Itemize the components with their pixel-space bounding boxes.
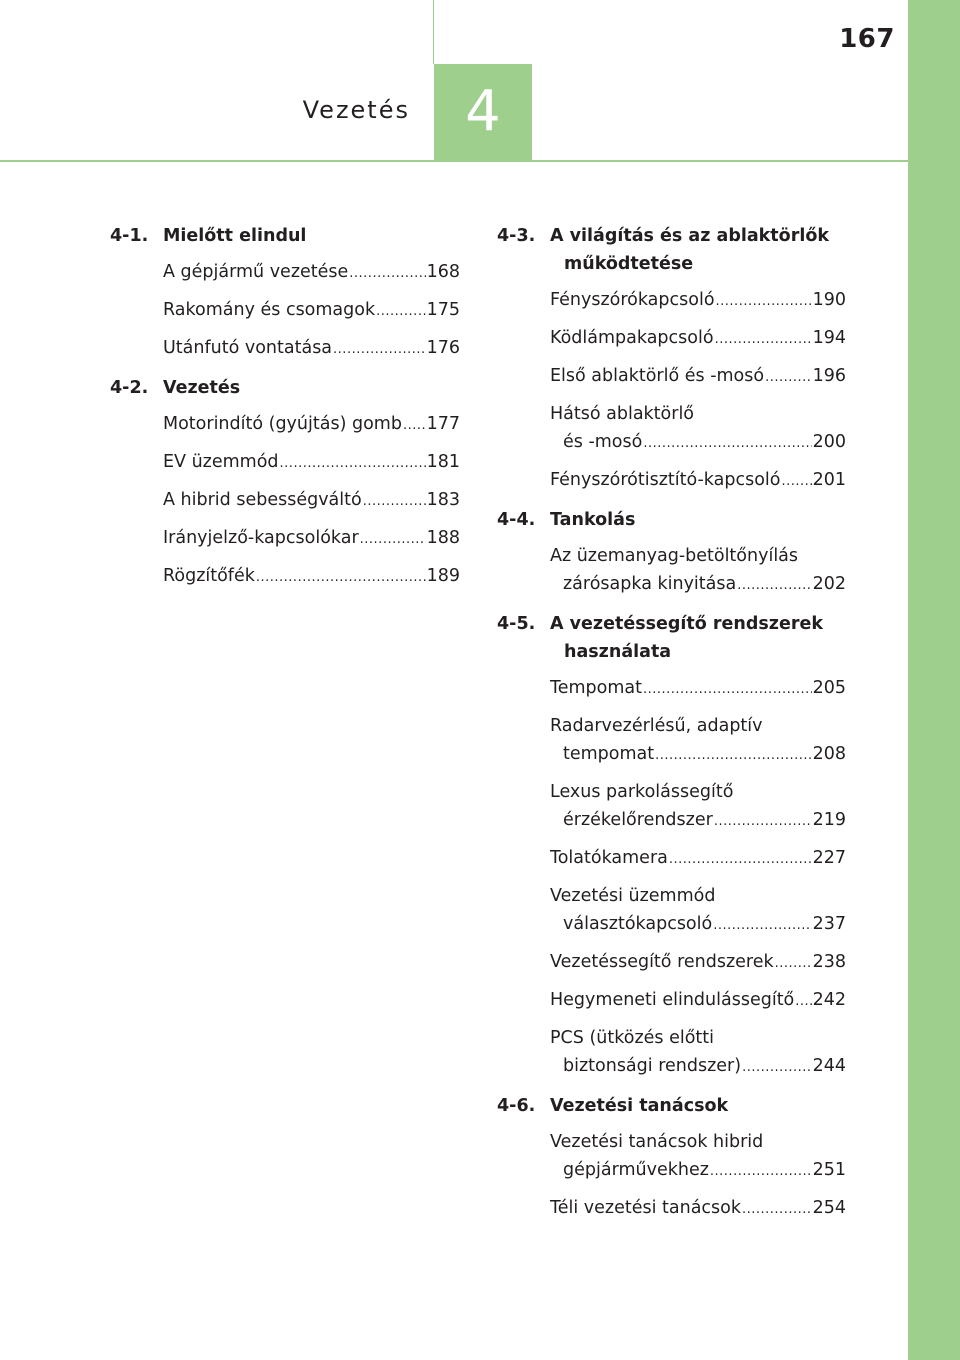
section-number: 4-2. — [110, 378, 149, 398]
toc-entry-link[interactable] — [163, 524, 460, 554]
toc-entry-link[interactable] — [550, 542, 846, 600]
toc-entry-link[interactable] — [163, 410, 460, 440]
entry-page-number: 238 — [812, 952, 846, 972]
toc-section — [497, 1092, 846, 1224]
entry-title: Tolatókamera — [550, 848, 668, 868]
toc-entry-link[interactable] — [550, 778, 846, 836]
entry-row — [550, 948, 846, 978]
section-title-continuation: használata — [564, 642, 672, 662]
entry-title: EV üzemmód — [163, 452, 279, 472]
entry-row — [163, 334, 460, 364]
entry-title: gépjárművekhez — [563, 1160, 709, 1180]
entry-row — [550, 806, 846, 836]
entry-title-line: Hátsó ablaktörlő — [550, 404, 695, 424]
entry-title: Utánfutó vontatása — [163, 338, 333, 358]
header-horizontal-rule — [0, 160, 908, 162]
entry-row — [550, 1052, 846, 1082]
entry-title: Rakomány és csomagok — [163, 300, 376, 320]
entry-page-number: 194 — [812, 328, 846, 348]
toc-entry-link[interactable] — [163, 562, 460, 592]
dot-leader — [280, 450, 426, 478]
dot-leader — [710, 1158, 812, 1186]
entry-page-number: 254 — [812, 1198, 846, 1218]
toc-entry-link[interactable] — [550, 400, 846, 458]
section-heading — [110, 222, 460, 250]
entry-row — [163, 296, 460, 326]
toc-entry-link[interactable] — [550, 1024, 846, 1082]
section-title-continuation: működtetése — [564, 254, 694, 274]
entry-row — [163, 562, 460, 592]
entry-row — [550, 286, 846, 316]
chapter-side-band — [908, 0, 960, 1360]
entry-title: Fényszórókapcsoló — [550, 290, 715, 310]
entry-row — [550, 570, 846, 600]
entry-page-number: 181 — [426, 452, 460, 472]
entry-row — [550, 428, 846, 458]
dot-leader — [376, 298, 425, 326]
entry-row — [163, 448, 460, 478]
toc-entry-link[interactable] — [550, 674, 846, 704]
entry-page-number: 168 — [426, 262, 460, 282]
toc-entry-link[interactable] — [550, 362, 846, 392]
dot-leader — [655, 742, 811, 770]
section-title — [550, 610, 846, 666]
entry-title: Rögzítőfék — [163, 566, 255, 586]
page-number: 167 — [839, 24, 895, 54]
toc-entry-link[interactable] — [550, 882, 846, 940]
section-number: 4-3. — [497, 226, 536, 246]
entry-row — [163, 258, 460, 288]
entry-row — [550, 1194, 846, 1224]
dot-leader — [716, 288, 812, 316]
section-heading — [497, 610, 846, 666]
entry-page-number: 205 — [812, 678, 846, 698]
entry-title: Hegymeneti elindulássegítő — [550, 990, 795, 1010]
entry-title: és -mosó — [563, 432, 643, 452]
toc-entry-link[interactable] — [550, 324, 846, 354]
section-title-text: Mielőtt elindul — [163, 226, 307, 246]
toc-entry-link[interactable] — [550, 1128, 846, 1186]
dot-leader — [403, 412, 426, 440]
toc-section — [497, 222, 846, 496]
dot-leader — [781, 468, 811, 496]
entry-page-number: 202 — [812, 574, 846, 594]
chapter-title: Vezetés — [302, 96, 410, 124]
toc-entry-link[interactable] — [163, 448, 460, 478]
chapter-number-box — [434, 64, 532, 160]
entry-page-number: 237 — [812, 914, 846, 934]
section-heading — [497, 222, 846, 278]
section-number: 4-5. — [497, 614, 536, 634]
entry-title: Első ablaktörlő és -mosó — [550, 366, 765, 386]
entry-page-number: 219 — [812, 810, 846, 830]
entry-page-number: 176 — [426, 338, 460, 358]
entry-page-number: 242 — [812, 990, 846, 1010]
dot-leader — [333, 336, 426, 364]
header-vertical-rule — [433, 0, 434, 64]
toc-entry-link[interactable] — [163, 486, 460, 516]
toc-entry-link[interactable] — [550, 844, 846, 874]
toc-entry-link[interactable] — [550, 286, 846, 316]
entry-page-number: 183 — [426, 490, 460, 510]
toc-entry-link[interactable] — [163, 296, 460, 326]
toc-entry-link[interactable] — [163, 258, 460, 288]
entry-title: Tempomat — [550, 678, 642, 698]
section-heading — [497, 506, 846, 534]
dot-leader — [360, 526, 426, 554]
chapter-number: 4 — [465, 79, 501, 144]
toc-entry-link[interactable] — [550, 466, 846, 496]
section-title — [550, 1092, 846, 1120]
section-title-text: Vezetési tanácsok — [550, 1096, 729, 1116]
entry-row — [163, 410, 460, 440]
entry-title: érzékelőrendszer — [563, 810, 713, 830]
entry-row — [550, 844, 846, 874]
section-number: 4-1. — [110, 226, 149, 246]
dot-leader — [765, 364, 812, 392]
entry-row — [550, 910, 846, 940]
toc-section — [110, 374, 460, 592]
dot-leader — [715, 326, 812, 354]
entry-title: zárósapka kinyitása — [563, 574, 737, 594]
entry-page-number: 188 — [426, 528, 460, 548]
entry-title: Ködlámpakapcsoló — [550, 328, 714, 348]
entry-page-number: 189 — [426, 566, 460, 586]
section-title-text: Vezetés — [163, 378, 241, 398]
dot-leader — [256, 564, 426, 592]
entry-page-number: 244 — [812, 1056, 846, 1076]
toc-section — [110, 222, 460, 364]
dot-leader — [713, 912, 811, 940]
entry-row — [163, 524, 460, 554]
entry-title-line: PCS (ütközés előtti — [550, 1028, 714, 1048]
section-number: 4-4. — [497, 510, 536, 530]
dot-leader — [349, 260, 425, 288]
entry-page-number: 201 — [812, 470, 846, 490]
entry-row — [163, 486, 460, 516]
entry-page-number: 200 — [812, 432, 846, 452]
entry-title-line: Lexus parkolássegítő — [550, 782, 734, 802]
entry-row — [550, 362, 846, 392]
section-heading — [497, 1092, 846, 1120]
entry-page-number: 208 — [812, 744, 846, 764]
entry-row — [550, 986, 846, 1016]
entry-title: választókapcsoló — [563, 914, 713, 934]
entry-title: biztonsági rendszer) — [563, 1056, 742, 1076]
entry-row — [550, 674, 846, 704]
toc-entry-link[interactable] — [550, 1194, 846, 1224]
entry-row — [550, 324, 846, 354]
section-title-text: A vezetéssegítő rendszerek — [550, 614, 824, 634]
section-title — [550, 222, 846, 278]
toc-right-column — [497, 222, 846, 1234]
toc-section — [497, 610, 846, 1082]
entry-title: A gépjármű vezetése — [163, 262, 349, 282]
section-title — [163, 374, 460, 402]
entry-title: A hibrid sebességváltó — [163, 490, 362, 510]
toc-entry-link[interactable] — [550, 986, 846, 1016]
entry-title: Fényszórótisztító-kapcsoló — [550, 470, 781, 490]
dot-leader — [742, 1054, 812, 1082]
dot-leader — [643, 676, 812, 704]
entry-title: Vezetéssegítő rendszerek — [550, 952, 774, 972]
toc-entry-link[interactable] — [550, 948, 846, 978]
entry-page-number: 177 — [426, 414, 460, 434]
dot-leader — [363, 488, 426, 516]
toc-entry-link[interactable] — [163, 334, 460, 364]
entry-row — [550, 740, 846, 770]
entry-title-line: Vezetési tanácsok hibrid — [550, 1132, 764, 1152]
dot-leader — [737, 572, 811, 600]
toc-left-column — [110, 222, 460, 602]
dot-leader — [795, 988, 811, 1016]
entry-title: Motorindító (gyújtás) gomb — [163, 414, 402, 434]
section-heading — [110, 374, 460, 402]
toc-entry-link[interactable] — [550, 712, 846, 770]
entry-page-number: 175 — [426, 300, 460, 320]
entry-title: Téli vezetési tanácsok — [550, 1198, 741, 1218]
dot-leader — [714, 808, 812, 836]
dot-leader — [775, 950, 812, 978]
entry-title: tempomat — [563, 744, 655, 764]
dot-leader — [742, 1196, 812, 1224]
entry-title-line: Radarvezérlésű, adaptív — [550, 716, 763, 736]
section-title-text: A világítás és az ablaktörlők — [550, 226, 829, 246]
entry-title-line: Az üzemanyag-betöltőnyílás — [550, 546, 799, 566]
entry-page-number: 227 — [812, 848, 846, 868]
section-title — [163, 222, 460, 250]
section-title — [550, 506, 846, 534]
entry-title-line: Vezetési üzemmód — [550, 886, 716, 906]
entry-title: Irányjelző-kapcsolókar — [163, 528, 359, 548]
toc-section — [497, 506, 846, 600]
dot-leader — [669, 846, 812, 874]
dot-leader — [643, 430, 811, 458]
entry-row — [550, 1156, 846, 1186]
section-number: 4-6. — [497, 1096, 536, 1116]
entry-page-number: 251 — [812, 1160, 846, 1180]
section-title-text: Tankolás — [550, 510, 636, 530]
entry-page-number: 196 — [812, 366, 846, 386]
entry-row — [550, 466, 846, 496]
entry-page-number: 190 — [812, 290, 846, 310]
